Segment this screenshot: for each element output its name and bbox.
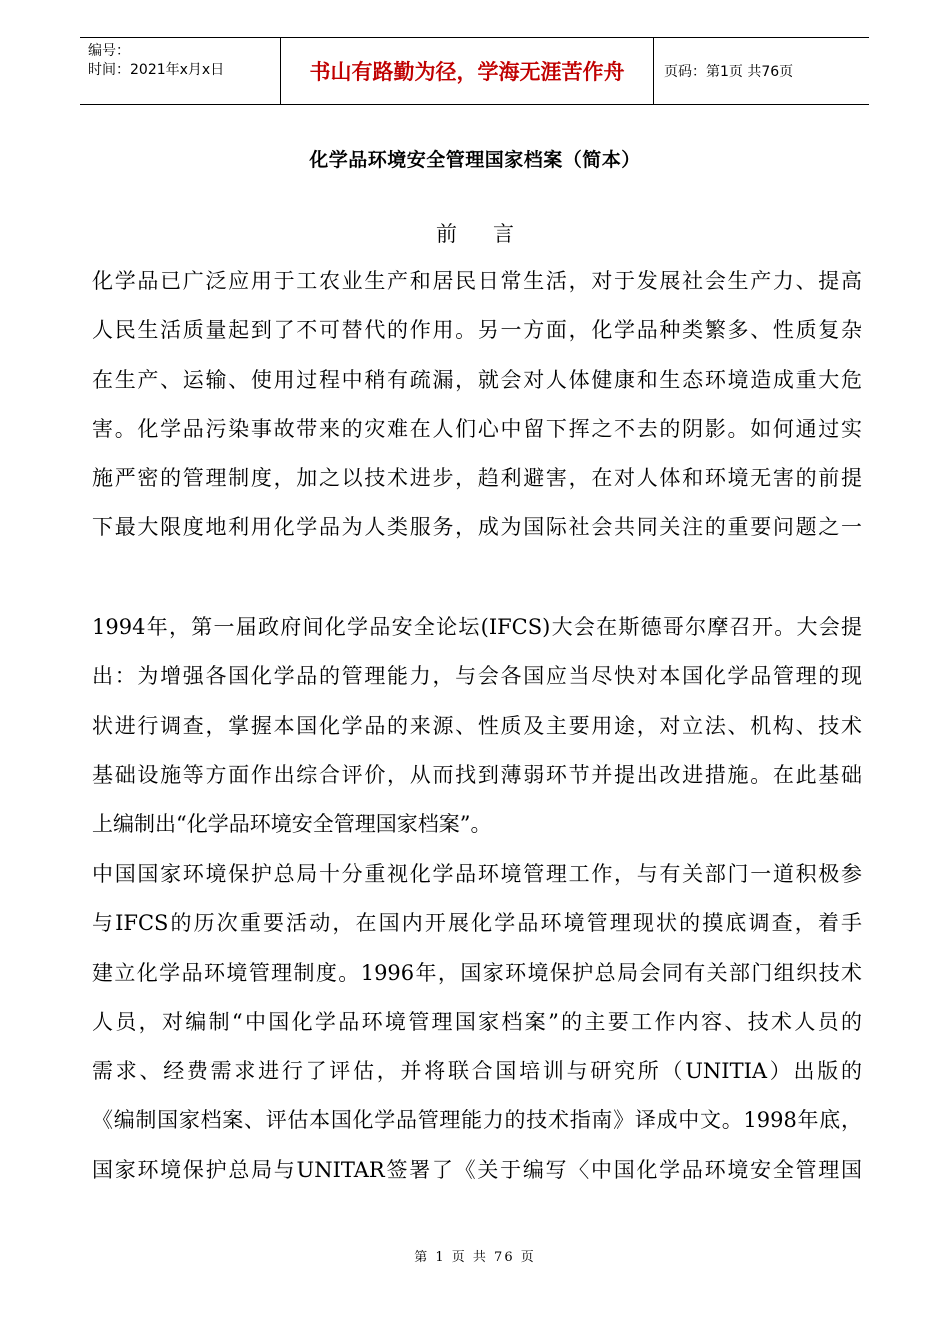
header-table — [80, 37, 869, 105]
page-footer: 第 1 页 共 76 页 — [414, 1250, 536, 1265]
paragraph-3 — [92, 850, 862, 1195]
header-page-cell — [654, 38, 869, 104]
header-page-label: 页码：第1页 共76页 — [664, 64, 794, 80]
section-title: 前言 — [436, 222, 550, 246]
document-date-label: 时间：2021年x月x日 — [88, 62, 225, 78]
paragraph-line: 害。化学品污染事故带来的灾难在人们心中留下挥之不去的阴影。如何通过实 — [92, 416, 862, 441]
paragraph-line: 中国国家环境保护总局十分重视化学品环境管理工作，与有关部门一道积极参 — [92, 862, 862, 886]
paragraph-2 — [92, 603, 862, 849]
paragraph-line: 上编制出“化学品环境安全管理国家档案”。 — [92, 812, 492, 837]
paragraph-line: 状进行调查，掌握本国化学品的来源、性质及主要用途，对立法、机构、技术 — [92, 713, 862, 738]
paragraph-line: 施严密的管理制度，加之以技术进步，趋利避害，在对人体和环境无害的前提 — [92, 466, 862, 491]
document-title: 化学品环境安全管理国家档案（简本） — [309, 149, 641, 171]
paragraph-line: 1994年，第一届政府间化学品安全论坛(IFCS)大会在斯德哥尔摩召开。大会提 — [92, 615, 862, 639]
paragraph-line: 下最大限度地利用化学品为人类服务，成为国际社会共同关注的重要问题之一 — [92, 515, 862, 540]
paragraph-line: 基础设施等方面作出综合评价，从而找到薄弱环节并提出改进措施。在此基础 — [92, 762, 862, 787]
paragraph-line: 国家环境保护总局与UNITAR签署了《关于编写〈中国化学品环境安全管理国 — [92, 1157, 862, 1182]
header-motto: 书山有路勤为径，学海无涯苦作舟 — [309, 60, 625, 84]
paragraph-1 — [92, 257, 862, 553]
paragraph-line: 与IFCS的历次重要活动，在国内开展化学品环境管理现状的摸底调查，着手 — [92, 911, 862, 936]
header-motto-cell — [281, 38, 654, 104]
header-meta-cell — [80, 38, 281, 104]
paragraph-line: 在生产、运输、使用过程中稍有疏漏，就会对人体健康和生态环境造成重大危 — [92, 367, 862, 392]
paragraph-line: 需求、经费需求进行了评估，并将联合国培训与研究所（UNITIA）出版的 — [92, 1059, 862, 1084]
paragraph-line: 人员，对编制“中国化学品环境管理国家档案”的主要工作内容、技术人员的 — [92, 1009, 862, 1034]
document-number-label: 编号： — [88, 43, 130, 59]
paragraph-line: 《编制国家档案、评估本国化学品管理能力的技术指南》译成中文。1998年底， — [92, 1108, 862, 1133]
paragraph-line: 人民生活质量起到了不可替代的作用。另一方面，化学品种类繁多、性质复杂 — [92, 318, 862, 343]
paragraph-line: 出：为增强各国化学品的管理能力，与会各国应当尽快对本国化学品管理的现 — [92, 664, 862, 689]
paragraph-line: 建立化学品环境管理制度。1996年，国家环境保护总局会同有关部门组织技术 — [92, 960, 862, 985]
paragraph-line: 化学品已广泛应用于工农业生产和居民日常生活，对于发展社会生产力、提高 — [92, 269, 862, 293]
